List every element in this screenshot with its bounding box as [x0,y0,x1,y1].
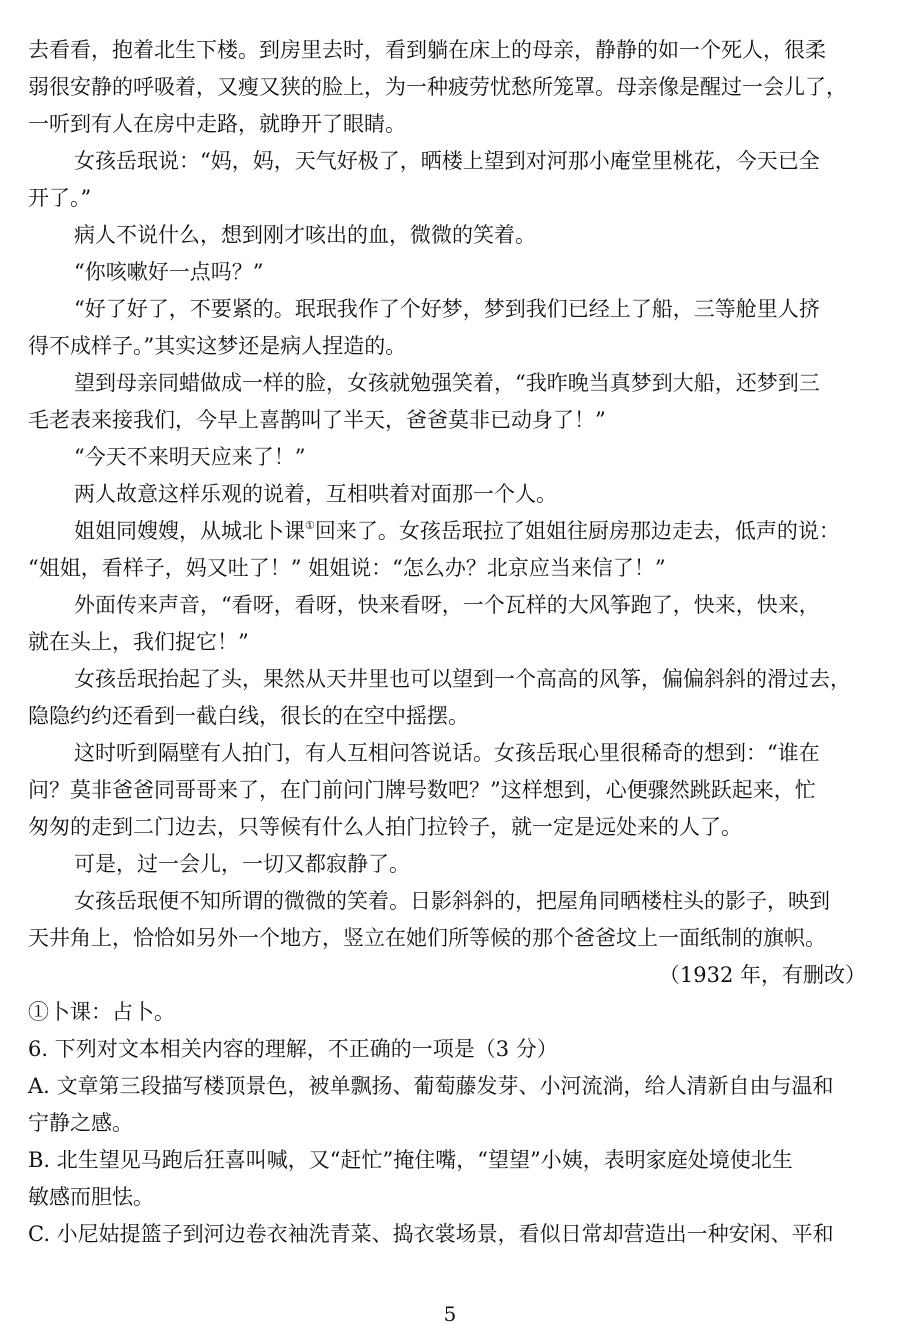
passage-line: 两人故意这样乐观的说着，互相哄着对面那一个人。 [74,482,557,506]
passage-line: 去看看，抱着北生下楼。到房里去时，看到躺在床上的母亲，静静的如一个死人，很柔 [28,38,826,62]
passage-line: 这时听到隔壁有人拍门，有人互相问答说话。女孩岳珉心里很稀奇的想到：“谁在 [74,741,820,765]
passage-line: “你咳嗽好一点吗？” [74,260,264,284]
passage-line: 可是，过一会儿，一切又都寂静了。 [74,852,410,876]
passage-line: 一听到有人在房中走路，就睁开了眼睛。 [28,112,406,136]
passage-line: “姐姐，看样子，妈又吐了！” 姐姐说：“怎么办？北京应当来信了！” [28,556,666,580]
passage-line: 开了。” [28,186,92,210]
passage-line: 得不成样子。”其实这梦还是病人捏造的。 [28,334,407,358]
option-b-line: B. 北生望见马跑后狂喜叫喊，又“赶忙”掩住嘴，“望望”小姨，表明家庭处境使北生 [28,1148,793,1172]
passage-line: 就在头上，我们捉它！” [28,630,249,654]
passage-text: 回来了。女孩岳珉拉了姐姐往厨房那边走去，低声的说： [314,519,840,543]
passage-line: 女孩岳珉抬起了头，果然从天井里也可以望到一个高高的风筝，偏偏斜斜的滑过去， [74,667,851,691]
passage-line: 病人不说什么，想到刚才咳出的血，微微的笑着。 [74,223,536,247]
passage-line: 问？莫非爸爸同哥哥来了，在门前问门牌号数吧？”这样想到，心便骤然跳跃起来，忙 [28,778,816,802]
source-note: （1932 年，有删改） [658,963,866,987]
passage-line [28,513,876,550]
footnote: ①卜课：占卜。 [28,1000,175,1024]
passage-line: 望到母亲同蜡做成一样的脸，女孩就勉强笑着，“我昨晚当真梦到大船，还梦到三 [74,371,820,395]
footnote-marker: ① [305,519,315,532]
passage-line: 毛老表来接我们，今早上喜鹊叫了半天，爸爸莫非已动身了！” [28,408,606,432]
passage-line: “今天不来明天应来了！” [74,445,306,469]
passage-line: 外面传来声音，“看呀，看呀，快来看呀，一个瓦样的大风筝跑了，快来，快来， [74,593,820,617]
option-a-line: A. 文章第三段描写楼顶景色，被单飘扬、葡萄藤发芽、小河流淌，给人清新自由与温和 [28,1074,834,1098]
question-stem: 6. 下列对文本相关内容的理解，不正确的一项是（3 分） [28,1037,558,1061]
option-c-line: C. 小尼姑提篮子到河边卷衣袖洗青菜、捣衣裳场景，看似日常却营造出一种安闲、平和 [28,1222,834,1246]
passage-line: 女孩岳珉便不知所谓的微微的笑着。日影斜斜的，把屋角同晒楼柱头的影子，映到 [74,889,830,913]
passage-line: 匆匆的走到二门边去，只等候有什么人拍门拉铃子，就一定是远处来的人了。 [28,815,742,839]
option-b-line: 敏感而胆怯。 [28,1185,154,1209]
passage-line: 天井角上，恰恰如另外一个地方，竖立在她们所等候的那个爸爸坟上一面纸制的旗帜。 [28,926,826,950]
passage-line: 女孩岳珉说：“妈，妈，天气好极了，晒楼上望到对河那小庵堂里桃花，今天已全 [74,149,820,173]
page-number: 5 [443,1302,457,1326]
passage-line: 隐隐约约还看到一截白线，很长的在空中摇摆。 [28,704,469,728]
passage-line: 弱很安静的呼吸着，又瘦又狭的脸上，为一种疲劳忧愁所笼罩。母亲像是醒过一会儿了， [28,75,847,99]
passage-text: 姐姐同嫂嫂，从城北卜课 [74,519,305,543]
passage-text-area [28,32,876,1253]
passage-line: “好了好了，不要紧的。珉珉我作了个好梦，梦到我们已经上了船，三等舱里人挤 [74,297,820,321]
option-a-line: 宁静之感。 [28,1111,133,1135]
